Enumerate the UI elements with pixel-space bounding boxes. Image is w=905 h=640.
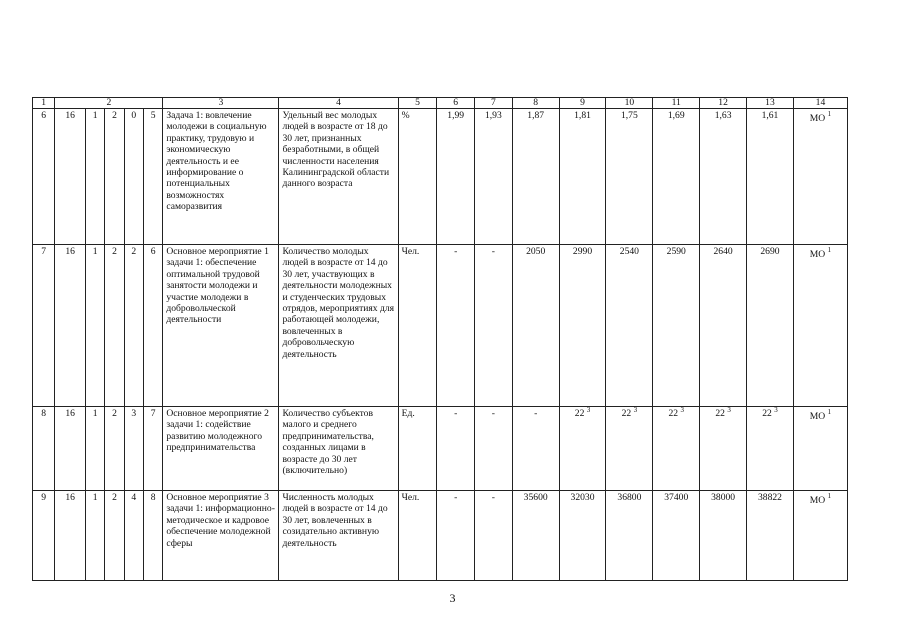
- value-cell: [653, 109, 700, 245]
- value-text: 36800: [617, 492, 642, 503]
- code-cell: 16: [55, 109, 86, 245]
- footnote-mark: 3: [680, 405, 684, 414]
- value-cell: [700, 109, 747, 245]
- value-cell: [700, 491, 747, 581]
- value-text: 2640: [713, 246, 733, 257]
- footnote-mark: 1: [827, 110, 832, 118]
- value-cell: [653, 407, 700, 491]
- code-cell: 2: [124, 245, 143, 407]
- value-text: 1,69: [667, 110, 685, 121]
- table-row: [33, 407, 848, 491]
- value-text: 22: [668, 408, 679, 419]
- value-text: 1,99: [447, 110, 465, 121]
- header-cell: 4: [279, 98, 398, 109]
- value-cell: [437, 109, 475, 245]
- value-text: -: [454, 408, 458, 419]
- header-cell: 3: [163, 98, 279, 109]
- value-text: 22: [762, 408, 772, 419]
- measure-name-cell: Задача 1: вовлечение молодежи в социальную практику, трудовую и экономическую деятельность и ее информирование о потенциальных возможностях саморазвития: [163, 109, 279, 245]
- value-text: 2590: [666, 246, 686, 257]
- header-cell: 8: [512, 98, 559, 109]
- responsible-cell: [793, 491, 847, 581]
- code-cell: 5: [143, 109, 162, 245]
- measure-name-cell: Основное мероприятие 2 задачи 1: содействие развитию молодежного предпринимательства: [163, 407, 279, 491]
- value-text: 1,61: [761, 110, 779, 121]
- row-number-cell: 9: [33, 491, 55, 581]
- header-cell: 1: [33, 98, 55, 109]
- footnote-mark: 1: [827, 246, 832, 254]
- value-cell: [606, 491, 653, 581]
- code-cell: 2: [105, 109, 124, 245]
- header-cell: 11: [653, 98, 700, 109]
- footnote-mark: 3: [774, 405, 778, 414]
- value-cell: [700, 407, 747, 491]
- header-cell: 5: [398, 98, 437, 109]
- value-cell: [747, 109, 794, 245]
- value-cell: [437, 407, 475, 491]
- value-cell: [747, 491, 794, 581]
- table-row: [33, 109, 848, 245]
- indicator-cell: Удельный вес молодых людей в возрасте от 18 до 30 лет, признанных безработными, в общей численности населения Калининградской области данного возраста: [279, 109, 398, 245]
- value-text: -: [491, 408, 495, 419]
- header-cell: 9: [559, 98, 606, 109]
- code-cell: 8: [143, 491, 162, 581]
- unit-cell: Ед.: [398, 407, 437, 491]
- value-cell: [475, 491, 513, 581]
- responsible-cell: [793, 245, 847, 407]
- table-row: [33, 491, 848, 581]
- header-cell: 2: [55, 98, 163, 109]
- page-number: 3: [449, 591, 456, 605]
- table-row: [33, 245, 848, 407]
- value-cell: [475, 245, 513, 407]
- header-cell: 12: [700, 98, 747, 109]
- value-text: 2990: [572, 246, 593, 257]
- value-text: 1,81: [574, 110, 591, 121]
- value-text: -: [454, 492, 458, 503]
- value-text: 35600: [523, 492, 548, 503]
- value-text: 1,63: [714, 110, 732, 121]
- code-cell: 1: [85, 245, 104, 407]
- header-cell: 14: [793, 98, 847, 109]
- code-cell: 0: [124, 109, 143, 245]
- code-cell: 16: [55, 407, 86, 491]
- responsible-text: МО: [809, 249, 826, 261]
- value-cell: [475, 109, 513, 245]
- value-cell: [437, 491, 475, 581]
- value-text: -: [534, 408, 538, 419]
- unit-cell: Чел.: [398, 245, 437, 407]
- code-cell: 2: [105, 407, 124, 491]
- indicators-table: [32, 97, 848, 581]
- footnote-mark: 1: [827, 408, 832, 416]
- value-cell: [606, 407, 653, 491]
- footnote-mark: 3: [727, 405, 731, 414]
- value-text: 1,87: [527, 110, 545, 121]
- value-cell: [512, 109, 559, 245]
- value-text: 38822: [757, 492, 782, 503]
- value-text: -: [491, 492, 495, 503]
- code-cell: 16: [55, 245, 86, 407]
- value-cell: [512, 245, 559, 407]
- code-cell: 4: [124, 491, 143, 581]
- value-cell: [747, 245, 794, 407]
- code-cell: 1: [85, 109, 104, 245]
- value-text: 22: [574, 408, 585, 419]
- header-cell: 10: [606, 98, 653, 109]
- measure-name-cell: Основное мероприятие 1 задачи 1: обеспечение оптимальной трудовой занятости молодежи и участие молодежи в добровольческой деятельности: [163, 245, 279, 407]
- value-cell: [512, 491, 559, 581]
- value-cell: [559, 245, 606, 407]
- responsible-text: МО: [809, 411, 826, 423]
- value-text: 1,93: [484, 110, 502, 121]
- footnote-mark: 1: [827, 492, 832, 500]
- value-cell: [475, 407, 513, 491]
- value-cell: [559, 407, 606, 491]
- value-text: 2690: [760, 246, 780, 257]
- header-row: [33, 98, 848, 109]
- value-cell: [437, 245, 475, 407]
- value-text: 22: [621, 408, 632, 419]
- value-text: 2050: [526, 246, 546, 257]
- measure-name-cell: Основное мероприятие 3 задачи 1: информационно-методическое и кадровое обеспечение молодежной сферы: [163, 491, 279, 581]
- code-cell: 7: [143, 407, 162, 491]
- footnote-mark: 3: [633, 405, 638, 414]
- value-text: 37400: [664, 492, 689, 503]
- indicator-cell: Количество субъектов малого и среднего предпринимательства, созданных лицами в возрасте до 30 лет (включительно): [279, 407, 398, 491]
- value-cell: [700, 245, 747, 407]
- header-cell: 7: [475, 98, 513, 109]
- value-text: -: [454, 246, 458, 257]
- value-text: -: [491, 246, 495, 257]
- code-cell: 2: [105, 491, 124, 581]
- value-text: 1,75: [620, 110, 638, 121]
- header-cell: 6: [437, 98, 475, 109]
- row-number-cell: 6: [33, 109, 55, 245]
- code-cell: 6: [143, 245, 162, 407]
- value-cell: [559, 109, 606, 245]
- value-text: 22: [715, 408, 725, 419]
- value-cell: [559, 491, 606, 581]
- code-cell: 3: [124, 407, 143, 491]
- value-cell: [747, 407, 794, 491]
- responsible-cell: [793, 407, 847, 491]
- header-cell: 13: [747, 98, 794, 109]
- indicator-cell: Количество молодых людей в возрасте от 14 до 30 лет, участвующих в деятельности молодежных и студенческих трудовых отрядов, мероприятиях для работающей молодежи, вовлеченных в добровольческую деятельность: [279, 245, 398, 407]
- value-text: 38000: [711, 492, 736, 503]
- unit-cell: %: [398, 109, 437, 245]
- responsible-text: МО: [809, 113, 826, 125]
- code-cell: 2: [105, 245, 124, 407]
- value-text: 2540: [619, 246, 639, 257]
- row-number-cell: 7: [33, 245, 55, 407]
- value-cell: [512, 407, 559, 491]
- value-cell: [606, 245, 653, 407]
- row-number-cell: 8: [33, 407, 55, 491]
- code-cell: 1: [85, 407, 104, 491]
- responsible-text: МО: [809, 495, 826, 507]
- value-cell: [653, 491, 700, 581]
- indicator-cell: Численность молодых людей в возрасте от 14 до 30 лет, вовлеченных в созидательно активную деятельность: [279, 491, 398, 581]
- unit-cell: Чел.: [398, 491, 437, 581]
- value-text: 32030: [570, 492, 595, 503]
- responsible-cell: [793, 109, 847, 245]
- footnote-mark: 3: [586, 405, 591, 414]
- value-cell: [653, 245, 700, 407]
- code-cell: 16: [55, 491, 86, 581]
- code-cell: 1: [85, 491, 104, 581]
- value-cell: [606, 109, 653, 245]
